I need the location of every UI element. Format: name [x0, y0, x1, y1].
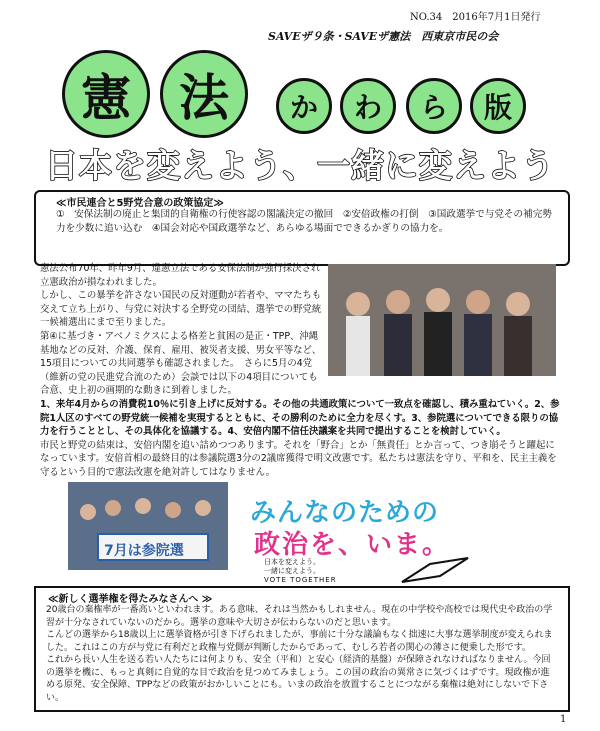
new-voters-box	[34, 586, 570, 712]
policy-text: ① 安保法制の廃止と集団的自衛権の行使容認の閣議決定の撤回 ②安倍政権の打倒 ③国政選挙で与党その補完勢力を少数に追い込む ④国会対応や国政選挙など、あらゆる場面でできるかぎりの協力を。	[56, 209, 552, 234]
issue-info: NO.34 2016年7月1日発行	[410, 12, 541, 23]
article-p1: 憲法公布70年、昨年9月、違憲立法である安保法制が強行採決され立憲政治が損なわれました。	[40, 263, 321, 288]
vote-together-logo	[250, 492, 550, 582]
policy-title: ≪市民連合と5野党合意の政策協定≫	[56, 198, 224, 209]
article-p4-bold: 1、来年4月からの消費税10％に引き上げに反対する。その他の共通政策について一致点を確認し、積み重ねていく。2、参院1人区のすべての野党統一候補を実現するとともに、その勝利のために全力を尽くす。3、参院選についてできる限りの協力を行うこととし、その具体化を協議する。4、安倍内閣不信任決議案を共同で提出することを検討していく。	[40, 398, 560, 438]
slogan: 日本を変えよう、一緒に変えよう	[45, 146, 555, 185]
masthead-wa: わ	[340, 78, 396, 134]
masthead-ken: 憲	[62, 50, 150, 138]
masthead-ka: か	[276, 78, 332, 134]
march-banner: 7月は参院選	[104, 543, 184, 559]
masthead-ban: 版	[470, 78, 526, 134]
new-voters-p2: こんどの選挙から18歳以上に選挙資格が引き下げられましたが、事前に十分な議論もなく拙速に大事な選挙制度が変えられました。これはこの方が与党に有利だと政権与党側が判断したからであって、むしろ若者の関心の薄さに便乗した形です。	[46, 630, 553, 653]
new-voters-title: ≪新しく選挙権を得たみなさんへ ≫	[48, 594, 213, 605]
new-voters-text	[46, 604, 558, 704]
organization-line: SAVEザ９条・SAVEザ憲法 西東京市民の会	[268, 30, 499, 43]
logo-line2: 政治を、いま。	[254, 530, 451, 560]
new-voters-p1: 20歳台の棄権率が一番高いといわれます。ある意味、それは当然かもしれません。現在の中学校や高校では現代史や政治の学習が十分なされていないのだから。選挙の意味や大切さが伝わらないのだと思います。	[46, 605, 553, 628]
march-photo	[68, 482, 228, 570]
article-p4-rest: 市民と野党の結束は、安倍内閣を追い詰めつつあります。それを「野合」とか「無責任」とか言って、つき崩そうと躍起になっています。安倍首相の最終目的は参議院選3分の2議席獲得で明文改憲です。私たちは憲法を守り、平和を、民主主義を守るという目的で憲法改憲を絶対許してはなりません。	[40, 439, 557, 478]
policy-box	[34, 190, 570, 266]
masthead-po: 法	[160, 50, 248, 138]
masthead-ra: ら	[406, 78, 462, 134]
logo-eng: VOTE TOGETHER	[264, 576, 337, 584]
ballot-icon	[400, 556, 470, 586]
new-voters-p3: これから長い人生を送る若い人たちには何よりも、安全（平和）と安心（経済的基盤）が保障されなければなりません。今回の選挙を機に、もっと真剣に自覚的な目で政治を見つめてみましょう。この国の政治の異常さに気づくはずです。現政権が進める原発、安全保障、TPPなどの政策がおかしいことにも。いまの政治を放置することにつながる棄権は絶対にしないで下さい。	[46, 655, 551, 703]
article-p2: しかし、この暴挙を許さない国民の反対運動が若者や、ママたちも交えて立ち上がり、与党に対決する全野党の団結、選挙での野党統一候補選出にまで至りました。	[40, 290, 322, 329]
logo-line1: みんなのための	[250, 498, 440, 528]
article-p3: 第④に基づき・アベノミクスによる格差と貧困の是正・TPP、沖縄基地などの反対、介護、保育、雇用、被災者支援、男女平等など、15項目についての共同選挙も確認されました。 さらに5月の4党（維新の党の民進党合流のため）会談では以下の4項目についても合意、史上初の画期的な動きに到着しました。	[40, 330, 322, 397]
article	[40, 262, 560, 480]
page-number: 1	[560, 714, 567, 725]
logo-sub: 日本を変えよう。 一緒に変えよう。	[264, 558, 320, 575]
